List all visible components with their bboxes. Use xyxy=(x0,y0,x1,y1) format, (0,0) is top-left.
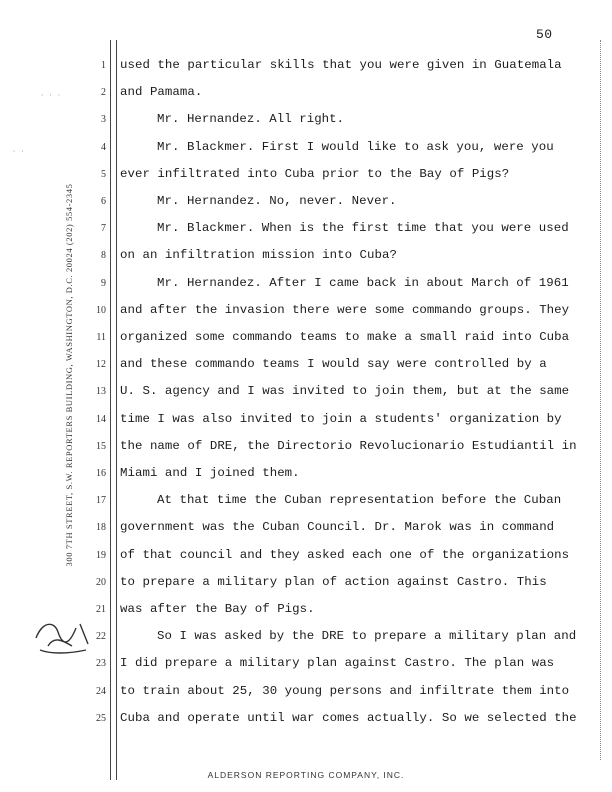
transcript-line xyxy=(0,275,612,305)
line-number: 22 xyxy=(96,631,106,643)
transcript-line xyxy=(0,87,612,114)
line-text: So I was asked by the DRE to prepare a military plan and xyxy=(157,629,577,644)
line-number: 6 xyxy=(101,196,106,207)
line-text: U. S. agency and I was invited to join them, but at the same xyxy=(120,384,570,399)
line-text: to train about 25, 30 young persons and infiltrate them into xyxy=(120,683,570,698)
line-number: 1 xyxy=(101,60,106,71)
reporting-company-footer: ALDERSON REPORTING COMPANY, INC. xyxy=(207,770,405,780)
transcript-line xyxy=(0,495,612,522)
line-number: 15 xyxy=(96,440,106,452)
line-text: government was the Cuban Council. Dr. Marok was in command xyxy=(120,520,555,535)
line-number: 2 xyxy=(101,87,106,99)
transcript-line xyxy=(0,438,612,468)
line-number: 14 xyxy=(96,413,106,425)
line-number: 20 xyxy=(96,576,106,588)
line-number: 12 xyxy=(96,359,106,371)
transcript-line xyxy=(0,250,612,277)
line-text: Miami and I joined them. xyxy=(120,466,300,480)
transcript-line xyxy=(0,332,612,359)
line-text: and Pamama. xyxy=(120,85,203,100)
line-text: organized some commando teams to make a small raid into Cuba xyxy=(120,330,570,344)
reporter-address-vertical: 300 7TH STREET, S.W. REPORTERS BUILDING, WASHINGTON, D.C. 20024 (202) 554-2345 xyxy=(64,183,74,567)
transcript-line xyxy=(0,223,612,250)
line-number: 3 xyxy=(101,114,106,126)
scan-speck: · · · xyxy=(40,92,62,100)
line-text: At that time the Cuban representation before the Cuban xyxy=(157,493,562,508)
transcript-line xyxy=(0,386,612,413)
line-text: and these commando teams I would say were controlled by a xyxy=(120,357,547,372)
line-text: the name of DRE, the Directorio Revolucionario Estudiantil in xyxy=(120,438,577,453)
line-text: and after the invasion there were some commando groups. They xyxy=(120,302,570,317)
line-number: 23 xyxy=(96,658,106,670)
line-text: used the particular skills that you were given in Guatemala xyxy=(120,58,562,72)
line-number: 4 xyxy=(101,141,106,153)
line-number: 19 xyxy=(96,549,106,561)
transcript-line xyxy=(0,658,612,685)
transcript-line xyxy=(0,166,612,196)
line-number: 9 xyxy=(101,277,106,289)
line-text: Mr. Blackmer. First I would like to ask you, were you xyxy=(157,139,554,154)
transcript-line xyxy=(0,196,612,223)
transcript-line xyxy=(0,547,612,577)
line-number: 8 xyxy=(101,250,106,262)
line-text: Mr. Hernandez. All right. xyxy=(157,112,345,127)
line-number: 25 xyxy=(96,712,106,724)
transcript-line xyxy=(0,574,612,604)
transcript-line xyxy=(0,60,612,87)
transcript-line xyxy=(0,683,612,713)
transcript-line xyxy=(0,114,612,141)
transcript-line xyxy=(0,468,612,495)
transcript-line xyxy=(0,522,612,549)
line-text: Mr. Hernandez. After I came back in about March of 1961 xyxy=(157,275,569,290)
line-number: 7 xyxy=(101,223,106,235)
transcript-line xyxy=(0,604,612,631)
page-number: 50 xyxy=(536,27,553,42)
line-text: I did prepare a military plan against Castro. The plan was xyxy=(120,656,555,671)
line-number: 17 xyxy=(96,495,106,507)
line-text: on an infiltration mission into Cuba? xyxy=(120,248,397,263)
line-number: 5 xyxy=(101,168,106,180)
line-text: to prepare a military plan of action against Castro. This xyxy=(120,574,547,589)
line-text: of that council and they asked each one of the organizations xyxy=(120,547,570,562)
transcript-line xyxy=(0,710,612,740)
line-number: 21 xyxy=(96,604,106,615)
line-text: Cuba and operate until war comes actually. So we selected the xyxy=(120,710,577,725)
line-number: 24 xyxy=(96,685,106,697)
transcript-line xyxy=(0,631,612,658)
scan-speck: · · xyxy=(12,148,25,156)
line-text: was after the Bay of Pigs. xyxy=(120,602,315,616)
line-number: 13 xyxy=(96,386,106,398)
transcript-line xyxy=(0,411,612,441)
transcript-line xyxy=(0,302,612,332)
line-number: 18 xyxy=(96,522,106,534)
line-number: 11 xyxy=(96,332,106,343)
line-number: 10 xyxy=(96,304,106,316)
line-text: Mr. Hernandez. No, never. Never. xyxy=(157,194,397,208)
line-text: ever infiltrated into Cuba prior to the Bay of Pigs? xyxy=(120,166,510,181)
line-number: 16 xyxy=(96,468,106,479)
line-text: time I was also invited to join a students' organization by xyxy=(120,411,562,426)
transcript-line xyxy=(0,139,612,169)
line-text: Mr. Blackmer. When is the first time that you were used xyxy=(157,221,569,236)
transcript-line xyxy=(0,359,612,386)
